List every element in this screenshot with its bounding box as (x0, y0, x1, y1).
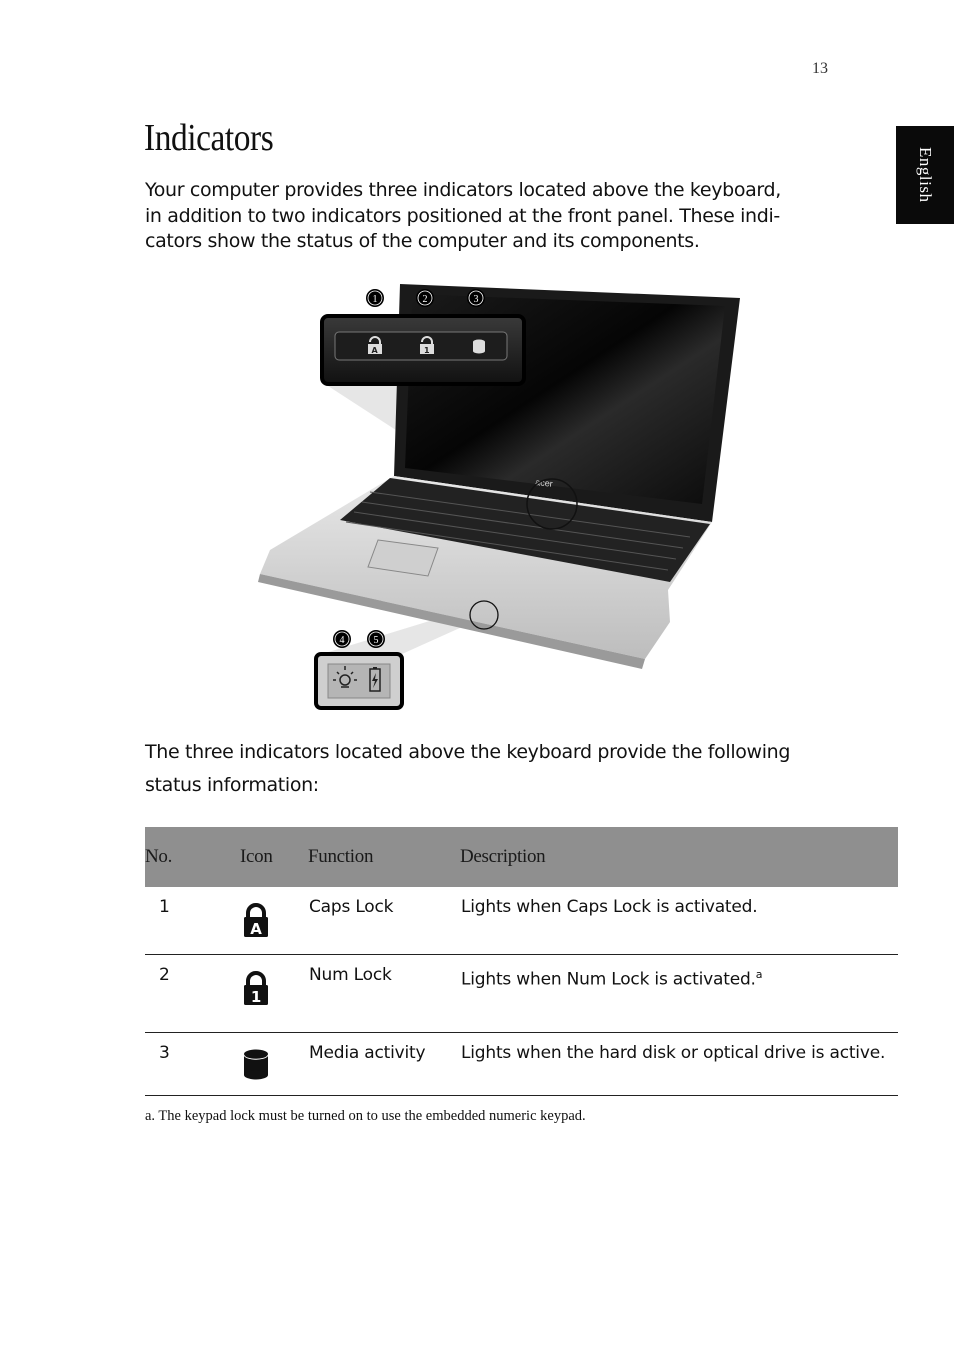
table-row (145, 887, 898, 954)
row-no: 3 (145, 1032, 240, 1095)
callout-1-label: 1 (372, 294, 378, 305)
row-function: Caps Lock (308, 887, 460, 954)
language-tab-label: English (916, 147, 935, 203)
callout-2 (416, 289, 434, 307)
page-number: 13 (812, 60, 828, 77)
callout-5-label: 5 (373, 635, 379, 646)
laptop-illustration (250, 282, 750, 714)
svg-text:A: A (371, 346, 378, 355)
panel-media-activity-icon (473, 340, 485, 354)
callout-3 (467, 289, 485, 307)
row-no: 1 (145, 887, 240, 954)
callout-2-label: 2 (422, 294, 428, 305)
header-function: Function (308, 846, 374, 867)
header-icon: Icon (240, 846, 273, 867)
header-no: No. (145, 846, 173, 867)
indicator-table (145, 827, 898, 1096)
callout-3-label: 3 (473, 294, 479, 305)
header-description: Description (460, 846, 546, 867)
callout-4-label: 4 (339, 635, 345, 646)
intro-line: in addition to two indicators positioned at the front panel. These indi- (145, 204, 780, 227)
row-description: Lights when Num Lock is activated. (461, 969, 756, 990)
intro-line: Your computer provides three indicators located above the keyboard, (145, 179, 781, 201)
table-header-row (145, 827, 898, 887)
intro-line: cators show the status of the computer and its components. (145, 230, 700, 252)
row-description: Lights when Caps Lock is activated. (460, 887, 898, 954)
caps-lock-icon (241, 903, 271, 939)
callout-5 (367, 630, 385, 648)
num-lock-icon (241, 971, 271, 1007)
callout-1 (366, 289, 384, 307)
language-tab (896, 126, 954, 224)
page-title: Indicators (144, 117, 274, 159)
lead-line: The three indicators located above the keyboard provide the following (145, 741, 791, 763)
row-description-cell (460, 954, 898, 1032)
row-function: Num Lock (308, 954, 460, 1032)
brand-logo: acer (534, 477, 554, 489)
row-description: Lights when the hard disk or optical drive is active. (460, 1032, 898, 1095)
laptop-indicator-figure (250, 282, 750, 714)
table-row (145, 954, 898, 1032)
intro-paragraph (145, 178, 835, 255)
svg-text:1: 1 (424, 346, 430, 355)
table-row (145, 1032, 898, 1095)
row-function: Media activity (308, 1032, 460, 1095)
svg-text:1: 1 (250, 987, 262, 1006)
svg-text:A: A (250, 920, 262, 938)
lead-paragraph (145, 736, 845, 802)
media-activity-icon (241, 1047, 271, 1083)
row-no: 2 (145, 954, 240, 1032)
footnote: a. The keypad lock must be turned on to use the embedded numeric keypad. (145, 1108, 586, 1124)
callout-4 (333, 630, 351, 648)
footnote-marker: a (755, 967, 763, 981)
lead-line: status information: (145, 774, 319, 796)
